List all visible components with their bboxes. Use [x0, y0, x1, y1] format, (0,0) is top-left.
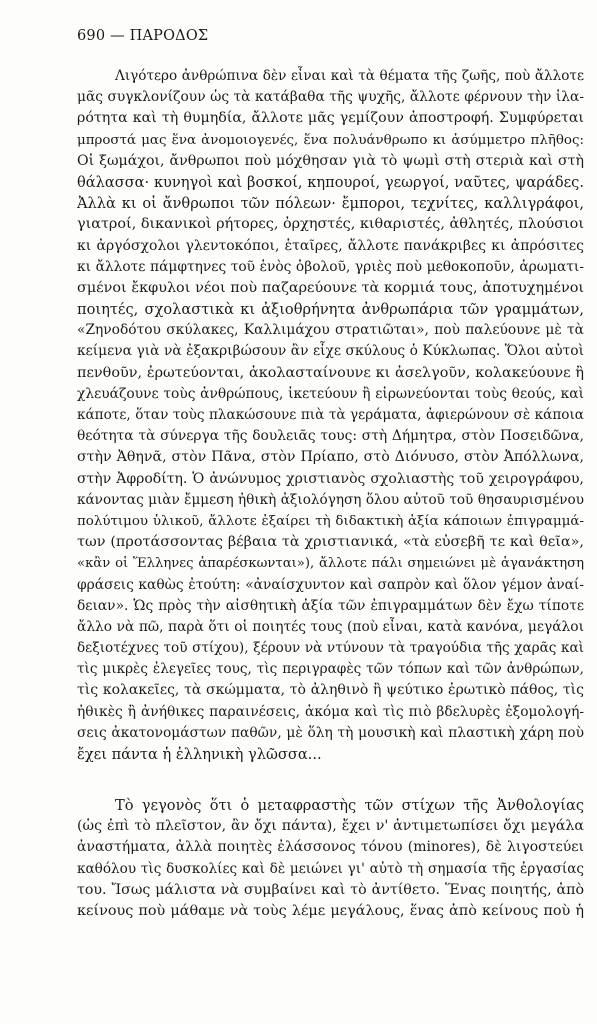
- text-line: (ὡς ἐπὶ τὸ πλεῖστον, ἂν ὄχι πάντα), ἔχει ν' ἀντιμετωπίσει ὄχι μεγάλα: [77, 818, 584, 835]
- text-line: δεξιοτέχνες τοῦ στίχου), ξέρουν νὰ ντύνουν τὰ τραγούδια τῆς χαρᾶς καὶ: [77, 640, 584, 657]
- running-header: 690 — ΠΑΡΟΔΟΣ: [77, 28, 209, 44]
- text-line: γιατροί, δικανικοὶ ρήτορες, ὀρχηστές, κιθαριστές, ἀθλητές, πλούσιοι: [77, 216, 584, 233]
- text-line: πολύτιμου ὑλικοῦ, ἄλλοτε ἐξαίρει τὴ διδακτικὴ ἀξία κάποιων ἐπιγραμμά-: [77, 513, 584, 529]
- text-line: σμένοι ἔκφυλοι νέοι ποὺ παζαρεύουνε τὰ κορμιά τους, ἀποτυχημένοι: [77, 279, 584, 296]
- text-line: Τὸ γεγονὸς ὅτι ὁ μεταφραστὴς τῶν στίχων τῆς Ἀνθολογίας: [115, 797, 584, 814]
- text-line: «Ζηνοδότου σκύλακες, Καλλιμάχου στρατιῶται», ποὺ παλεύουνε μὲ τὰ: [77, 322, 584, 339]
- text-line: ἔχει πάντα ἡ ἑλληνικὴ γλῶσσα...: [77, 746, 322, 763]
- text-line: καθόλου τὶς δυσκολίες καὶ δὲ μειώνει γι' αὐτὸ τὴ σημασία τῆς ἐργασίας: [77, 860, 584, 877]
- text-line: ἠθικὲς ἢ ἀνήθικες παραινέσεις, ἀκόμα καὶ τὶς πιὸ βδελυρὲς ἐξομολογή-: [77, 703, 584, 720]
- text-line: μπροστά μας ἕνα ἀνομοιογενές, ἕνα πολυάνθρωπο κι ἀσύμμετρο πλῆθος:: [77, 132, 584, 148]
- text-line: Ἀλλὰ κι οἱ ἄνθρωποι τῶν πόλεων· ἔμποροι, τεχνίτες, καλλιγράφοι,: [77, 195, 584, 213]
- text-line: των (προτάσσοντας βέβαια τὰ χριστιανικά, «τὰ εὐσεβῆ τε καὶ θεῖα»,: [77, 534, 584, 551]
- text-line: Λιγότερο ἀνθρώπινα δὲν εἶναι καὶ τὰ θέματα τῆς ζωῆς, ποὺ ἄλλοτε: [115, 68, 584, 84]
- text-line: φράσεις καθὼς ἐτούτη: «ἀναίσχυντον καὶ σαπρὸν καὶ ὅλον γέμον ἀναί-: [77, 576, 584, 593]
- text-line: κάποτε, ὅταν τοὺς πλακώσουνε πιὰ τὰ γεράματα, ἀφιερώνουν σὲ κάποια: [77, 407, 584, 423]
- text-line: στὴν Ἀφροδίτη. Ὁ ἀνώνυμος χριστιανὸς σχολιαστὴς τοῦ χειρογράφου,: [77, 470, 584, 487]
- text-line: πενθοῦν, ἐρωτεύονται, ἀκολασταίνουνε κι ἀσελγοῦν, κολακεύουνε ἢ: [77, 364, 584, 381]
- text-line: τὶς κολακεῖες, τὰ σκώμματα, τὸ ἀληθινὸ ἢ ψεύτικο ἐρωτικὸ πάθος, τὶς: [77, 682, 584, 699]
- text-line: μᾶς συγκλονίζουν ὡς τὰ κατάβαθα τῆς ψυχῆς, ἄλλοτε φέρνουν τὴν ἱλα-: [77, 89, 584, 106]
- text-line: σεις ἀκατονομάστων παθῶν, μὲ ὅλη τὴ μουσικὴ καὶ πλαστικὴ χάρη ποὺ: [77, 724, 584, 741]
- text-line: ἀναστήματα, ἀλλὰ ποιητὲς ἐλάσσονος τόνου (minores), δὲ λιγοστεύει: [77, 839, 584, 856]
- text-line: ποιητές, σχολαστικὰ κι ἀξιοθρήνητα ἀνθρωπάρια τῶν γραμμάτων,: [77, 301, 584, 319]
- text-line: κάνοντας μιὰν ἔμμεση ἠθικὴ ἀξιολόγηση ὅλου αὐτοῦ τοῦ θησαυρισμένου: [77, 491, 584, 508]
- text-line: κι ἄλλοτε πάμφτηνες τοῦ ἑνὸς ὀβολοῦ, γριὲς ποὺ μεθοκοποῦν, ἀρωματι-: [77, 258, 584, 275]
- text-line: κι ἀργόσχολοι γλεντοκόποι, ἑταῖρες, ἄλλοτε πανάκριβες κι ἀπρόσιτες: [77, 237, 584, 254]
- text-line: θεότητα τὰ σύνεργα τῆς δουλειᾶς τους: στὴ Δήμητρα, στὸν Ποσειδῶνα,: [77, 428, 584, 445]
- text-line: τὶς μικρὲς ἐλεγεῖες τους, τὶς περιγραφὲς τῶν τόπων καὶ τῶν ἀνθρώπων,: [77, 661, 584, 678]
- text-line: Οἱ ξωμάχοι, ἄνθρωποι ποὺ μόχθησαν γιὰ τὸ ψωμὶ στὴ στεριὰ καὶ στὴ: [77, 152, 584, 169]
- text-line: κείνους ποὺ μάθαμε νὰ τοὺς λέμε μεγάλους, ἕνας ἀπὸ κείνους ποὺ ἡ: [77, 902, 584, 919]
- text-line: στὴν Ἀθηνᾶ, στὸν Πᾶνα, στὸν Πρίαπο, στὸ Διόνυσο, στὸν Ἀπόλλωνα,: [77, 449, 584, 466]
- text-line: δειαν». Ὡς πρὸς τὴν αἰσθητικὴ ἀξία τῶν ἐπιγραμμάτων δὲν ἔχω τίποτε: [77, 597, 584, 614]
- text-line: ἄλλο νὰ πῶ, παρὰ ὅτι οἱ ποιητές τους (ποὺ εἶναι, κατὰ κανόνα, μεγάλοι: [77, 618, 584, 635]
- text-line: «κἂν οἱ Ἕλληνες ἀπαρέσκωνται»), ἄλλοτε πάλι σημειώνει μὲ ἀγανάκτηση: [77, 556, 584, 572]
- paragraph-2: [77, 795, 584, 922]
- text-line: κείμενα γιὰ νὰ ἐξακριβώσουν ἂν εἶχε σκύλους ὁ Κύκλωπας. Ὅλοι αὐτοὶ: [77, 343, 584, 360]
- text-line: του. Ἴσως μάλιστα νὰ συμβαίνει καὶ τὸ ἀντίθετο. Ἕνας ποιητής, ἀπὸ: [77, 881, 584, 898]
- text-line: ρότητα καὶ τὴ θυμηδία, ἄλλοτε μᾶς γεμίζουν ἀποστροφή. Συμφύρεται: [77, 110, 584, 127]
- paragraph-1: [77, 66, 584, 765]
- text-line: χλευάζουνε τοὺς ἀνθρώπους, ἱκετεύουν ἢ εἰρωνεύονται τοὺς θεούς, καὶ: [77, 385, 584, 402]
- text-line: θάλασσα· κυνηγοὶ καὶ βοσκοί, κηπουροί, γεωργοί, ναῦτες, ψαράδες.: [77, 173, 584, 191]
